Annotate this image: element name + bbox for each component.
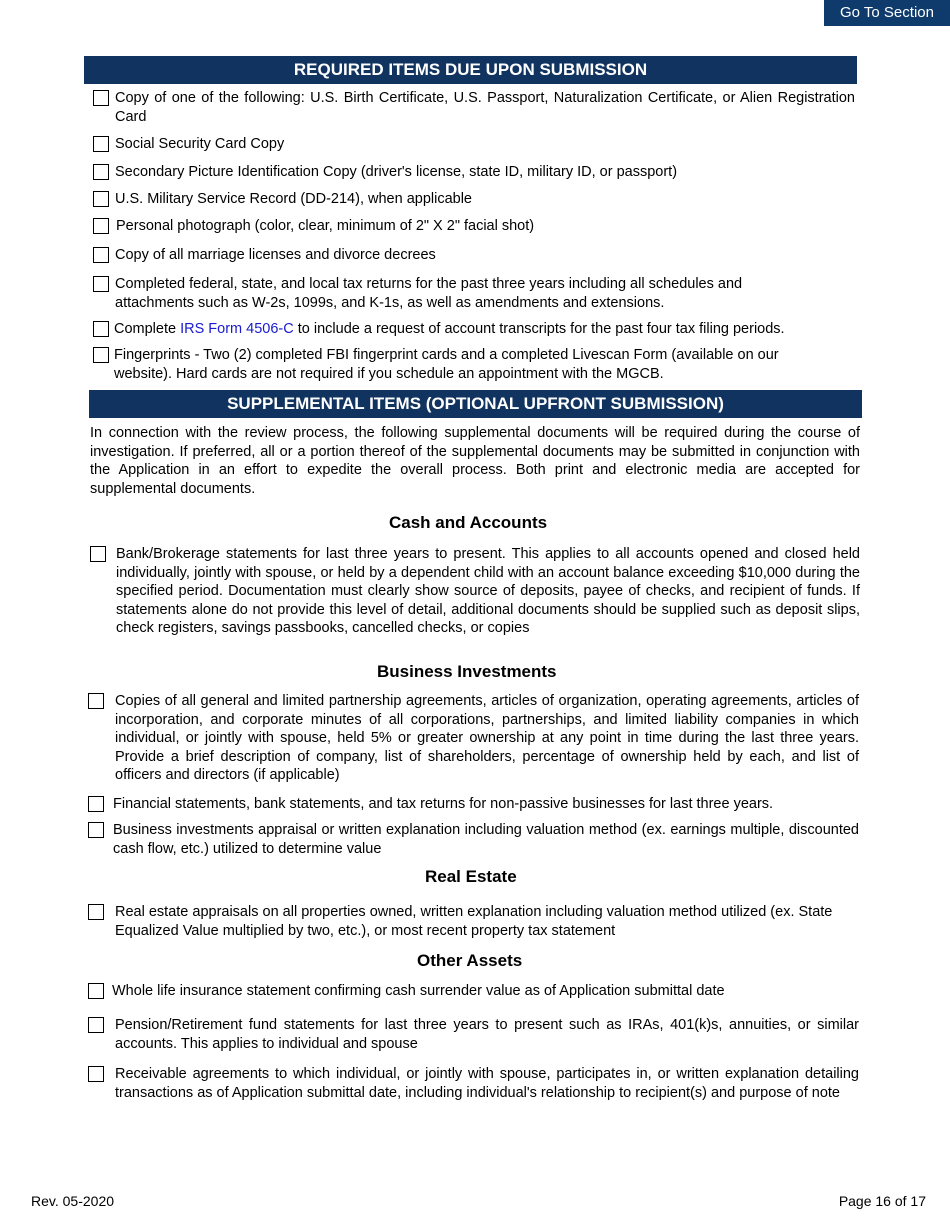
checklist-item xyxy=(93,135,855,154)
checkbox[interactable] xyxy=(93,191,109,207)
checkbox[interactable] xyxy=(88,1017,104,1033)
item-text xyxy=(114,320,858,339)
item-text: Receivable agreements to which individual, or jointly with spouse, participates in, or written explanation detailing transactions as of Application submittal date, including individual's relationship to recipient(s) and purpose of note xyxy=(115,1066,859,1101)
checkbox[interactable] xyxy=(90,546,106,562)
checkbox[interactable] xyxy=(88,822,104,838)
item-text: Completed federal, state, and local tax returns for the past three years including all schedules and attachments such as W-2s, 1099s, and K-1s, as well as amendments and extensions. xyxy=(115,276,743,311)
item-text-prefix: Complete xyxy=(114,321,181,337)
go-to-section-button[interactable]: Go To Section xyxy=(824,0,950,26)
business-investments-heading: Business Investments xyxy=(377,662,557,681)
checklist-item xyxy=(93,163,855,182)
supplemental-items-header: SUPPLEMENTAL ITEMS (OPTIONAL UPFRONT SUBMISSION) xyxy=(89,390,862,418)
checkbox[interactable] xyxy=(93,276,109,292)
checkbox[interactable] xyxy=(93,347,109,363)
checklist-item xyxy=(88,1065,859,1102)
item-text: Secondary Picture Identification Copy (driver's license, state ID, military ID, or passport) xyxy=(115,164,678,180)
checkbox[interactable] xyxy=(93,321,109,337)
checklist-item xyxy=(93,346,838,383)
supplemental-intro-paragraph: In connection with the review process, the following supplemental documents will be required during the course of investigation. If preferred, all or a portion thereof of the supplemental documents may be submitted in conjunction with the Application in an effort to expedite the overall process. Both print and electronic media are accepted for supplemental documents. xyxy=(90,425,860,497)
cash-accounts-heading: Cash and Accounts xyxy=(389,513,548,532)
item-text: Bank/Brokerage statements for last three years to present. This applies to all accounts opened and closed held individually, jointly with spouse, or held by a dependent child with an account balance exceeding $10,000 during the specified period. Documentation must clearly show source of deposits, payee of checks, and recipient of funds. If statements alone do not provide this level of detail, additional documents should be supplied such as deposit slips, check registers, savings passbooks, cancelled checks, or copies xyxy=(116,546,860,637)
checkbox[interactable] xyxy=(93,247,109,263)
item-text: Financial statements, bank statements, and tax returns for non-passive businesses for last three years. xyxy=(113,796,774,812)
required-items-header: REQUIRED ITEMS DUE UPON SUBMISSION xyxy=(84,56,857,84)
irs-form-4506c-link[interactable]: IRS Form 4506-C xyxy=(180,321,294,337)
item-text: Social Security Card Copy xyxy=(115,136,285,152)
item-text-suffix: to include a request of account transcripts for the past four tax filing periods. xyxy=(293,321,785,337)
item-text: Copies of all general and limited partnership agreements, articles of organization, operating agreements, articles of incorporation, and corporate minutes of all corporations, partnerships, and limited liability companies in which individual, or jointly with spouse, held 5% or greater ownership at any point in time during the last three years. Provide a brief description of company, list of shareholders, percentage of ownership held by each, and list of officers and directors (if applicable) xyxy=(115,693,859,784)
checklist-item xyxy=(88,692,859,785)
checklist-item xyxy=(88,1016,859,1053)
item-text: U.S. Military Service Record (DD-214), when applicable xyxy=(115,191,472,207)
checkbox[interactable] xyxy=(93,164,109,180)
checkbox[interactable] xyxy=(93,136,109,152)
revision-label: Rev. 05-2020 xyxy=(31,1193,115,1209)
item-text: Fingerprints - Two (2) completed FBI fingerprint cards and a completed Livescan Form (available on our website). Hard cards are not required if you schedule an appointment with the MGCB. xyxy=(114,347,779,382)
checklist-item xyxy=(93,275,803,312)
checklist-item xyxy=(90,545,860,638)
checkbox[interactable] xyxy=(88,983,104,999)
page-number: Page 16 of 17 xyxy=(838,1193,926,1209)
item-text: Pension/Retirement fund statements for last three years to present such as IRAs, 401(k)s, annuities, or similar accounts. This applies to individual and spouse xyxy=(115,1017,859,1052)
checkbox[interactable] xyxy=(93,90,109,106)
checklist-item xyxy=(88,821,859,858)
checkbox[interactable] xyxy=(88,693,104,709)
checklist-item xyxy=(88,795,859,814)
item-text: Personal photograph (color, clear, minimum of 2" X 2" facial shot) xyxy=(116,218,535,234)
item-text: Business investments appraisal or written explanation including valuation method (ex. earnings multiple, discounted cash flow, etc.) utilized to determine value xyxy=(113,822,859,857)
other-assets-heading: Other Assets xyxy=(417,951,523,970)
checklist-item xyxy=(93,89,855,126)
item-text: Real estate appraisals on all properties owned, written explanation including valuation method utilized (ex. State Equalized Value multiplied by two, etc.), or most recent property tax statement xyxy=(115,904,833,939)
checklist-item xyxy=(93,190,855,209)
checklist-item xyxy=(93,320,858,339)
checklist-item xyxy=(93,246,855,265)
checkbox[interactable] xyxy=(88,904,104,920)
real-estate-heading: Real Estate xyxy=(425,867,517,886)
checkbox[interactable] xyxy=(88,796,104,812)
checklist-item xyxy=(88,903,859,940)
item-text: Whole life insurance statement confirming cash surrender value as of Application submittal date xyxy=(112,983,725,999)
item-text: Copy of one of the following: U.S. Birth Certificate, U.S. Passport, Naturalization Certificate, or Alien Registration Card xyxy=(115,90,855,125)
checkbox[interactable] xyxy=(93,218,109,234)
checklist-item xyxy=(93,217,855,236)
checkbox[interactable] xyxy=(88,1066,104,1082)
checklist-item xyxy=(88,982,859,1001)
item-text: Copy of all marriage licenses and divorce decrees xyxy=(115,247,436,263)
